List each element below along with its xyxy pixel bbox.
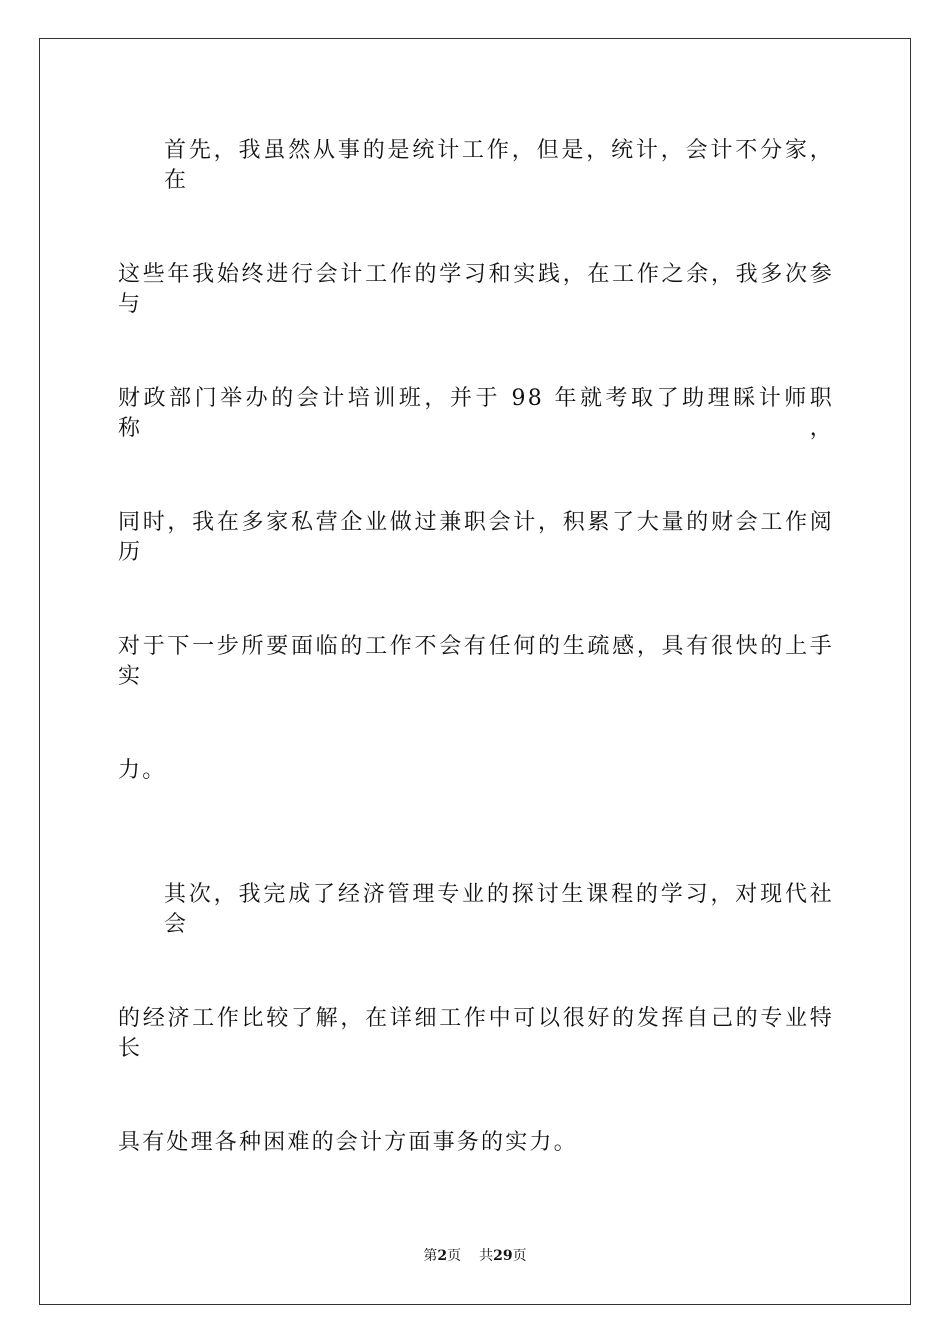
text-line: 这些年我始终进行会计工作的学习和实践，在工作之余，我多次参与 bbox=[118, 262, 834, 317]
text-line: 的经济工作比较了解，在详细工作中可以很好的发挥自己的专业特长 bbox=[118, 1006, 834, 1061]
page-number: 2 bbox=[437, 1248, 448, 1264]
text-line: 首先，我虽然从事的是统计工作，但是，统计，会计不分家，在 bbox=[164, 138, 834, 193]
total-label-prefix: 共 bbox=[479, 1248, 494, 1264]
text-line: 其次，我完成了经济管理专业的探讨生课程的学习，对现代社会 bbox=[164, 882, 834, 937]
text-line: 同时，我在多家私营企业做过兼职会计，积累了大量的财会工作阅历 bbox=[118, 510, 834, 565]
text-line: 财政部门举办的会计培训班，并于 98 年就考取了助理睬计师职称， bbox=[118, 386, 834, 441]
page-label-suffix: 页 bbox=[447, 1248, 462, 1264]
total-pages: 29 bbox=[493, 1248, 513, 1264]
page-footer bbox=[0, 1247, 950, 1265]
text-line: 对于下一步所要面临的工作不会有任何的生疏感，具有很快的上手实 bbox=[118, 634, 834, 689]
text-line: 具有处理各种困难的会计方面事务的实力。 bbox=[118, 1130, 578, 1155]
page-label-prefix: 第 bbox=[423, 1248, 438, 1264]
total-label-suffix: 页 bbox=[512, 1248, 527, 1264]
text-line: 力。 bbox=[118, 758, 167, 783]
